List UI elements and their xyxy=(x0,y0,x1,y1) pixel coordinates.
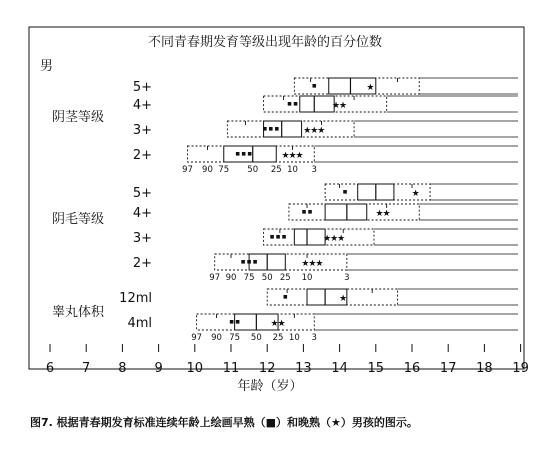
late-maturer-marker: ★ xyxy=(332,101,341,111)
late-maturer-marker: ★ xyxy=(323,234,332,244)
x-tick-label: 17 xyxy=(439,361,457,376)
early-maturer-marker xyxy=(269,127,273,131)
percentile-label: 3 xyxy=(311,165,317,175)
late-maturer-marker: ★ xyxy=(303,126,312,136)
early-maturer-marker xyxy=(236,152,240,156)
early-maturer-marker xyxy=(343,190,347,194)
early-maturer-marker xyxy=(282,235,286,239)
percentile-label: 50 xyxy=(247,165,259,175)
early-maturer-marker xyxy=(308,210,312,214)
percentile-label: 25 xyxy=(270,165,282,175)
stage-label: 5+ xyxy=(132,80,152,95)
early-maturer-marker xyxy=(294,102,298,106)
x-axis-label: 年龄（岁） xyxy=(237,379,303,394)
percentile-label: 25 xyxy=(272,333,284,343)
percentile-label: 50 xyxy=(250,333,262,343)
percentile-label: 25 xyxy=(279,273,291,283)
chart-title: 不同青春期发育等级出现年龄的百分位数 xyxy=(147,35,383,50)
percentile-label: 90 xyxy=(225,273,237,283)
late-maturer-marker: ★ xyxy=(339,101,348,111)
x-tick-label: 10 xyxy=(186,361,204,376)
early-maturer-marker xyxy=(270,235,274,239)
x-tick-label: 11 xyxy=(222,361,240,376)
percentile-label: 97 xyxy=(191,333,203,343)
group-label: 阴茎等级 xyxy=(52,110,105,125)
plot-layer xyxy=(46,78,529,376)
late-maturer-marker: ★ xyxy=(382,209,391,219)
stage-label: 12ml xyxy=(119,291,152,306)
percentile-label: 10 xyxy=(287,165,298,175)
x-tick-label: 13 xyxy=(295,361,312,376)
early-maturer-marker xyxy=(247,260,251,264)
percentile-label: 97 xyxy=(209,273,221,283)
percentile-range-outline xyxy=(215,254,347,270)
percentile-label: 50 xyxy=(261,273,273,283)
early-maturer-marker xyxy=(242,152,246,156)
early-maturer-marker xyxy=(248,152,252,156)
percentile-label: 10 xyxy=(288,333,300,343)
percentile-range-outline xyxy=(227,121,354,137)
stage-label: 3+ xyxy=(132,123,152,138)
late-maturer-marker: ★ xyxy=(337,234,346,244)
late-maturer-marker: ★ xyxy=(310,126,319,136)
early-maturer-marker xyxy=(253,260,257,264)
x-tick-label: 14 xyxy=(331,361,348,376)
early-maturer-marker xyxy=(312,84,316,88)
late-maturer-marker: ★ xyxy=(315,259,324,269)
figure-caption: 图7. 根据青春期发育标准连续年龄上绘画早熟（■）和晚熟（★）男孩的图示。 xyxy=(30,416,418,429)
x-tick-label: 7 xyxy=(82,361,91,376)
x-tick-label: 18 xyxy=(476,361,493,376)
percentile-range-outline xyxy=(264,96,387,112)
x-tick-label: 8 xyxy=(118,361,127,376)
percentile-label: 3 xyxy=(344,273,350,283)
late-maturer-marker: ★ xyxy=(277,319,286,329)
interquartile-box xyxy=(294,229,325,245)
percentile-label: 10 xyxy=(301,273,313,283)
late-maturer-marker: ★ xyxy=(301,259,310,269)
percentile-label: 75 xyxy=(218,165,230,175)
x-tick-label: 15 xyxy=(367,361,385,376)
group-label: 阴毛等级 xyxy=(52,212,105,227)
early-maturer-marker xyxy=(263,127,267,131)
early-maturer-marker xyxy=(241,260,245,264)
early-maturer-marker xyxy=(302,210,306,214)
sex-label: 男 xyxy=(40,59,54,74)
early-maturer-marker xyxy=(236,320,240,324)
x-tick-label: 6 xyxy=(45,361,55,376)
late-maturer-marker: ★ xyxy=(375,209,384,219)
late-maturer-marker: ★ xyxy=(411,189,420,199)
late-maturer-marker: ★ xyxy=(317,126,326,136)
stage-label: 2+ xyxy=(132,148,152,163)
stage-label: 4+ xyxy=(132,206,152,221)
percentile-label: 75 xyxy=(243,273,255,283)
percentile-label: 90 xyxy=(202,165,213,175)
stage-label: 5+ xyxy=(132,186,152,201)
percentile-label: 90 xyxy=(211,333,222,343)
late-maturer-marker: ★ xyxy=(270,319,279,329)
percentile-range-outline xyxy=(197,314,315,330)
early-maturer-marker xyxy=(276,235,280,239)
late-maturer-marker: ★ xyxy=(308,259,317,269)
stage-label: 2+ xyxy=(132,256,152,271)
interquartile-box xyxy=(325,204,367,220)
stage-label: 4+ xyxy=(132,98,152,113)
x-tick-label: 19 xyxy=(512,361,529,376)
group-label: 睾丸体积 xyxy=(52,305,105,320)
early-maturer-marker xyxy=(288,102,292,106)
x-tick-label: 9 xyxy=(154,361,163,376)
late-maturer-marker: ★ xyxy=(288,151,297,161)
late-maturer-marker: ★ xyxy=(295,151,304,161)
late-maturer-marker: ★ xyxy=(339,294,348,304)
x-tick-label: 16 xyxy=(403,361,421,376)
percentile-label: 3 xyxy=(311,333,317,343)
early-maturer-marker xyxy=(230,320,234,324)
late-maturer-marker: ★ xyxy=(281,151,290,161)
stage-label: 4ml xyxy=(127,316,152,331)
x-tick-label: 12 xyxy=(258,361,276,376)
early-maturer-marker xyxy=(284,295,288,299)
interquartile-box xyxy=(300,96,334,112)
percentile-label: 97 xyxy=(182,165,193,175)
stage-label: 3+ xyxy=(132,231,152,246)
late-maturer-marker: ★ xyxy=(366,83,375,93)
late-maturer-marker: ★ xyxy=(330,234,339,244)
percentile-label: 75 xyxy=(229,333,241,343)
early-maturer-marker xyxy=(275,127,279,131)
